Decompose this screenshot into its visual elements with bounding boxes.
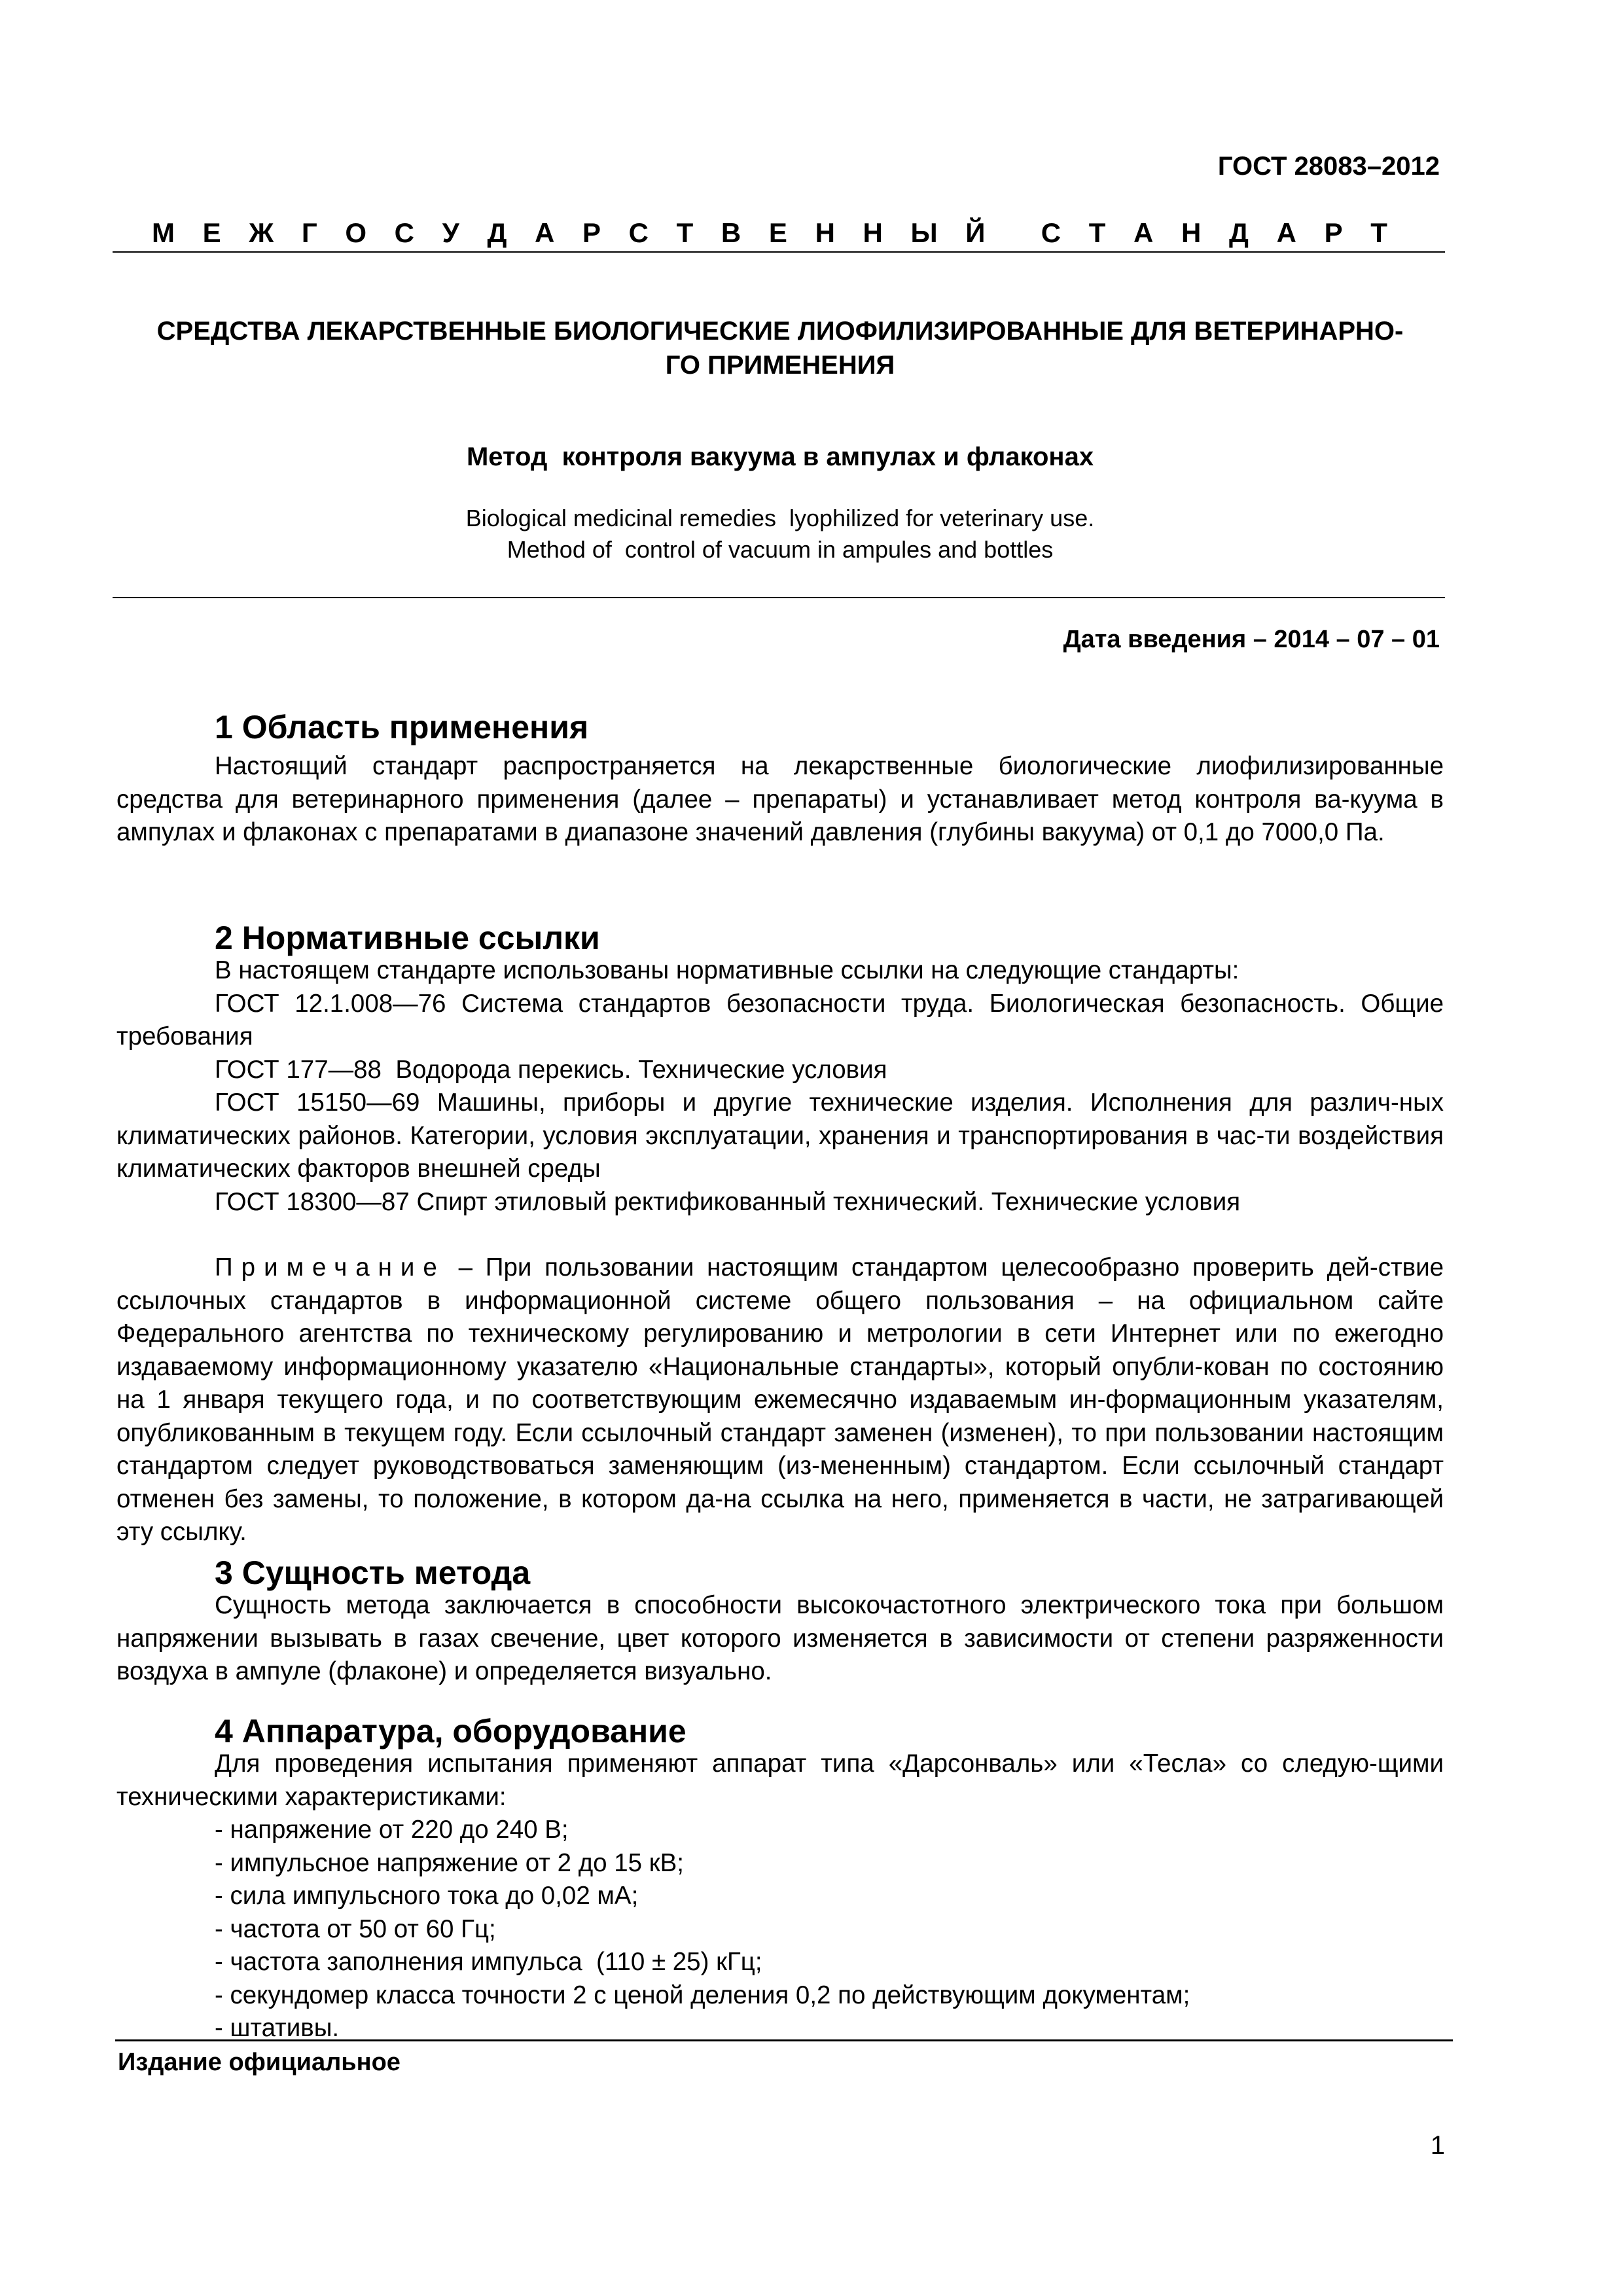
note-paragraph xyxy=(116,1251,1444,1549)
section-heading: 4 Аппаратура, оборудование xyxy=(215,1713,687,1749)
banner-letter: А xyxy=(1276,217,1296,248)
banner-letter: С xyxy=(628,217,649,248)
list-item: - импульсное напряжение от 2 до 15 кВ; xyxy=(215,1848,685,1877)
banner-letter: Ж xyxy=(249,217,274,248)
banner-letter: М xyxy=(152,217,175,248)
english-title-line-2: Method of control of vacuum in ampules and bottles xyxy=(507,536,1054,563)
list-item: - частота заполнения импульса (110 ± 25) кГц; xyxy=(215,1948,762,1976)
section-2 xyxy=(116,918,1444,1549)
list-item: - сила импульсного тока до 0,02 мА; xyxy=(215,1882,639,1910)
section-heading: 3 Сущность метода xyxy=(215,1554,531,1591)
banner-letter: С xyxy=(394,217,415,248)
paragraph: В настоящем стандарте использованы нормативные ссылки на следующие стандарты: xyxy=(215,956,1240,984)
english-title-line-1: Biological medicinal remedies lyophilized for veterinary use. xyxy=(465,505,1095,531)
banner-letter: В xyxy=(721,217,741,248)
list-item: - секундомер класса точности 2 с ценой деления 0,2 по действующим документам; xyxy=(215,1981,1190,2009)
list-item: - напряжение от 220 до 240 В; xyxy=(215,1816,569,1844)
document-title xyxy=(115,314,1445,382)
note-label: Примечание xyxy=(215,1253,446,1282)
section-3 xyxy=(116,1552,1444,1689)
list-item: - штативы. xyxy=(215,2014,340,2042)
reference-item: ГОСТ 18300—87 Спирт этиловый ректификованный технический. Технические условия xyxy=(215,1187,1241,1216)
english-title xyxy=(115,503,1445,565)
title-rule xyxy=(113,597,1445,598)
banner-letter: А xyxy=(535,217,555,248)
document-subtitle: Метод контроля вакуума в ампулах и флаконах xyxy=(466,442,1094,471)
reference-item: ГОСТ 177—88 Водорода перекись. Технические условия xyxy=(215,1055,887,1084)
banner-letter: Е xyxy=(768,217,787,248)
banner-letter: О xyxy=(345,217,367,248)
banner-letter: Е xyxy=(202,217,221,248)
banner-letter: Р xyxy=(1324,217,1343,248)
document-title-line-1: СРЕДСТВА ЛЕКАРСТВЕННЫЕ БИОЛОГИЧЕСКИЕ ЛИОФИЛИЗИРОВАННЫЕ ДЛЯ ВЕТЕРИНАРНО- xyxy=(156,317,1404,346)
banner-letter: Р xyxy=(582,217,601,248)
banner-letter: Н xyxy=(863,217,883,248)
paragraph: Сущность метода заключается в способности высокочастотного электрического тока при большом напряжении вызывать в газах свечение, цвет которого изменяется в зависимости от степени разряженности воздуха в ампуле (флаконе) и определяется визуально. xyxy=(116,1591,1444,1685)
section-4 xyxy=(116,1711,1444,2045)
gost-number: ГОСТ 28083–2012 xyxy=(1217,152,1440,181)
banner-letter: Г xyxy=(301,217,317,248)
document-title-line-2: ГО ПРИМЕНЕНИЯ xyxy=(665,351,895,380)
interstate-standard-banner xyxy=(115,217,1445,249)
banner-letter: Д xyxy=(487,217,507,248)
banner-letter: У xyxy=(442,217,459,248)
introduction-date: Дата введения – 2014 – 07 – 01 xyxy=(1063,626,1440,653)
banner-letter: А xyxy=(1133,217,1154,248)
section-1 xyxy=(116,707,1444,850)
list-item: - частота от 50 от 60 Гц; xyxy=(215,1914,496,1943)
banner-letter: Ы xyxy=(910,217,938,248)
banner-letter: Н xyxy=(1181,217,1202,248)
header-rule xyxy=(113,251,1445,253)
edition-label: Издание официальное xyxy=(118,2049,401,2076)
footer-rule xyxy=(115,2039,1453,2041)
banner-letter: Т xyxy=(1088,217,1106,248)
page-number: 1 xyxy=(1430,2131,1445,2160)
banner-letter: Д xyxy=(1229,217,1249,248)
paragraph: Настоящий стандарт распространяется на лекарственные биологические лиофилизированные средства для ветеринарного применения (далее – препараты) и устанавливает метод контроля ва-куума в ампулах и флаконах с препаратами в диапазоне значений давления (глубины вакуума) от 0,1 до 7000,0 Па. xyxy=(116,752,1444,846)
banner-letter: Т xyxy=(1370,217,1387,248)
banner-letter: С xyxy=(1041,217,1061,248)
reference-item: ГОСТ 15150—69 Машины, приборы и другие технические изделия. Исполнения для различ-ных климатических районов. Категории, условия эксплуатации, хранения и транспортирования в час-ти воздействия климатических факторов внешней среды xyxy=(116,1088,1444,1183)
paragraph: Для проведения испытания применяют аппарат типа «Дарсонваль» или «Тесла» со следую-щими техническими характеристиками: xyxy=(116,1749,1444,1811)
section-heading: 1 Область применения xyxy=(215,709,589,745)
reference-item: ГОСТ 12.1.008—76 Система стандартов безопасности труда. Биологическая безопасность. Общие требования xyxy=(116,989,1444,1050)
note-text: – При пользовании настоящим стандартом целесообразно проверить дей-ствие ссылочных стандартов в информационной системе общего пользования – на официальном сайте Федерального агентства по техническому регулированию и метрологии в сети Интернет или по ежегодно издаваемому информационному указателю «Национальные стандарты», который опубли-кован по состоянию на 1 января текущего года, и по соответствующим ежемесячно издаваемым ин-формационным указателям, опубликованным в текущем году. Если ссылочный стандарт заменен (изменен), то при пользовании настоящим стандартом следует руководствоваться заменяющим (из-мененным) стандартом. Если ссылочный стандарт отменен без замены, то положение, в котором да-на ссылка на него, применяется в части, не затрагивающей эту ссылку. xyxy=(116,1253,1444,1546)
section-heading: 2 Нормативные ссылки xyxy=(215,920,600,956)
banner-letter: Й xyxy=(965,217,986,248)
banner-letter: Т xyxy=(676,217,694,248)
banner-letter: Н xyxy=(815,217,835,248)
